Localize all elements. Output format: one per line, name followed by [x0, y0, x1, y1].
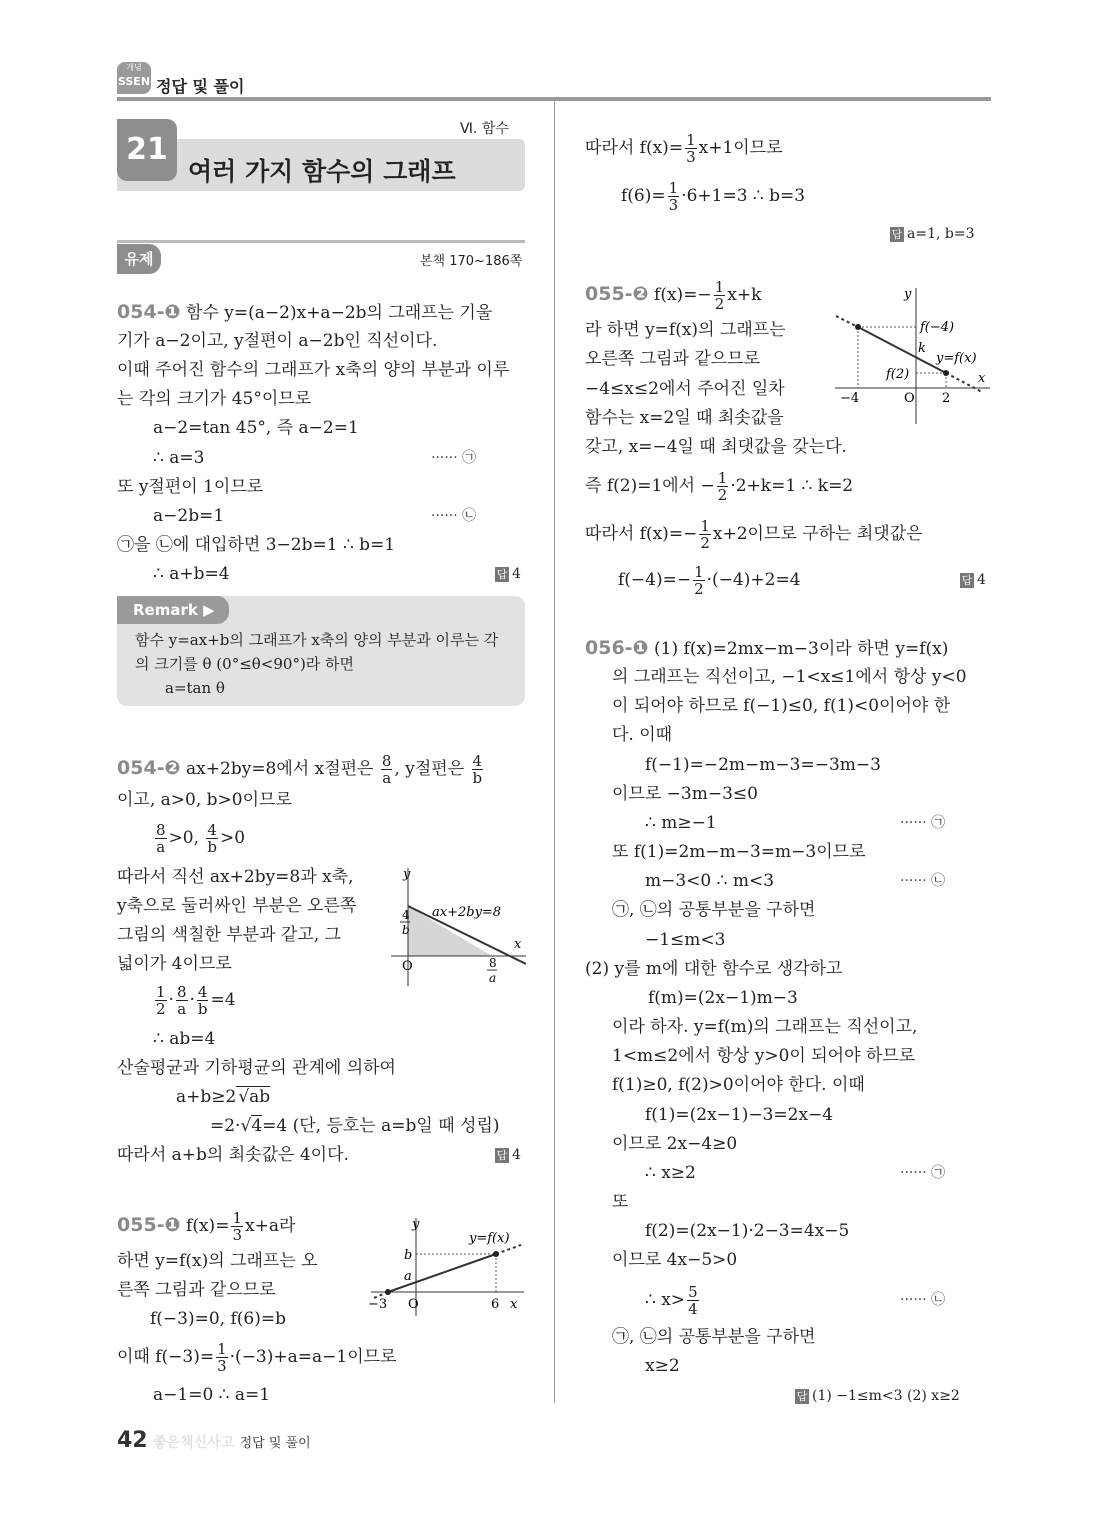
reference-marker: ······ ㉡	[900, 873, 946, 889]
fraction: $\frac{8}{a}$	[381, 752, 392, 787]
answer: 답 4	[496, 566, 521, 582]
equation: x≥2	[645, 1356, 680, 1376]
text-line: 즉 f(2)=1에서 − $\frac{1}{2}$ ·2+k=1 ∴ k=2	[585, 469, 854, 504]
graph-054-2	[386, 862, 531, 990]
text-line: y축으로 둘러싸인 부분은 오른쪽	[117, 896, 357, 916]
equation: a+b≥2 √ab	[176, 1087, 271, 1107]
y-intercept-den: b	[402, 923, 410, 937]
remark-line: a=tan θ	[165, 679, 225, 697]
answer-icon: 답	[891, 227, 903, 241]
text-line: 또 f(1)=2m−m−3=m−3이므로	[612, 842, 866, 862]
answer: 답 a=1, b=3	[891, 226, 975, 242]
problem-055-1: 055-❶ f(x)= $\frac{1}{3}$ x+a라	[117, 1209, 296, 1244]
equation: f(1)=(2x−1)−3=2x−4	[645, 1105, 834, 1125]
text-line: 하면 y=f(x)의 그래프는 오	[117, 1251, 318, 1271]
x-label: x	[514, 937, 522, 952]
equation: −1≤m<3	[645, 930, 726, 950]
text-line: 이때 주어진 함수의 그래프가 x축의 양의 부분과 이루	[117, 360, 510, 380]
text-line: 이므로 2x−4≥0	[612, 1134, 738, 1154]
equation: f(−1)=−2m−m−3=−3m−3	[645, 755, 881, 775]
text-line: 이므로 −3m−3≤0	[612, 784, 758, 804]
equation: f(m)=(2x−1)m−3	[648, 988, 798, 1008]
svg-text:O: O	[904, 391, 915, 406]
equation: f(2)=(2x−1)·2−3=4x−5	[645, 1221, 850, 1241]
equation: f(6)= $\frac{1}{3}$ ·6+1=3 ∴ b=3	[621, 179, 806, 214]
problem-054-2: 054-❷ ax+2by=8에서 x절편은 $\frac{8}{a}$ , y절편은 $\frac{4}{b}$	[117, 752, 483, 787]
text-line: 1<m≤2에서 항상 y>0이 되어야 하므로	[612, 1046, 916, 1066]
answer: 답 4	[961, 572, 986, 588]
equation: ∴ ab=4	[153, 1029, 216, 1049]
text-line: 또	[612, 1192, 629, 1212]
svg-text:f(2): f(2)	[886, 367, 910, 382]
text-line: 따라서 f(x)= $\frac{1}{3}$ x+1이므로	[585, 131, 783, 166]
text-line: 의 그래프는 직선이고, −1<x≤1에서 항상 y<0	[612, 667, 967, 687]
section-pages: 본책 170~186쪽	[420, 254, 523, 269]
problem-054-1: 054-❶ 함수 y=(a−2)x+a−2b의 그래프는 기울	[117, 301, 493, 323]
svg-text:x: x	[510, 1297, 518, 1312]
svg-text:b: b	[404, 1248, 413, 1263]
text-line: 산술평균과 기하평균의 관계에 의하여	[117, 1058, 396, 1078]
line-label: ax+2by=8	[432, 905, 502, 920]
text-line: 따라서 a+b의 최솟값은 4이다.	[117, 1145, 349, 1165]
y-intercept-num: 4	[402, 908, 410, 922]
answer: 답 (1) −1≤m<3 (2) x≥2	[796, 1388, 960, 1404]
equation: $\frac{8}{a}$ >0, $\frac{4}{b}$ >0	[156, 821, 246, 856]
text-line: ㉠, ㉡의 공통부분을 구하면	[612, 900, 816, 920]
equation: ∴ x≥2	[645, 1163, 696, 1183]
text-line: f(1)≥0, f(2)>0이어야 한다. 이때	[612, 1075, 865, 1095]
problem-number: 054-❶	[117, 301, 181, 323]
svg-text:a: a	[404, 1269, 412, 1284]
text-line: 는 각의 크기가 45°이므로	[117, 389, 312, 409]
reference-marker: ······ ㉠	[900, 1165, 946, 1181]
svg-text:−3: −3	[368, 1297, 388, 1312]
svg-text:x: x	[978, 371, 986, 386]
chapter-title: 여러 가지 함수의 그래프	[188, 157, 456, 186]
column-divider	[554, 101, 555, 1403]
reference-marker: ······ ㉠	[900, 815, 946, 831]
section-rule	[117, 240, 525, 243]
footer	[117, 1428, 311, 1453]
problem-number: 055-❶	[117, 1214, 181, 1236]
y-label: y	[403, 867, 411, 882]
equation: f(−3)=0, f(6)=b	[150, 1309, 286, 1329]
remark-line: 함수 y=ax+b의 그래프가 x축의 양의 부분과 이루는 각	[135, 631, 499, 649]
answer-icon: 답	[796, 1389, 808, 1403]
x-intercept-den: a	[489, 971, 497, 985]
equation: ∴ x> $\frac{5}{4}$	[645, 1283, 698, 1318]
logo-top: 개념	[126, 63, 142, 72]
text-line: 기가 a−2이고, y절편이 a−2b인 직선이다.	[117, 331, 438, 351]
text-line: 라 하면 y=f(x)의 그래프는	[585, 320, 786, 340]
x-intercept-num: 8	[489, 956, 497, 970]
problem-056-1: 056-❶ (1) f(x)=2mx−m−3이라 하면 y=f(x)	[585, 637, 949, 659]
text-line: 함수는 x=2일 때 최솟값을	[585, 408, 784, 428]
text-line: (2) y를 m에 대한 함수로 생각하고	[585, 959, 843, 979]
origin-label: O	[402, 959, 413, 974]
reference-marker: ······ ㉡	[900, 1292, 946, 1308]
header-title: 정답 및 풀이	[156, 77, 245, 96]
answer-icon: 답	[496, 1148, 508, 1162]
problem-number: 054-❷	[117, 757, 181, 779]
text-line: 이므로 4x−5>0	[612, 1250, 738, 1270]
equation: f(−4)=− $\frac{1}{2}$ ·(−4)+2=4	[618, 563, 801, 598]
svg-text:O: O	[408, 1297, 419, 1312]
equation: a−1=0 ∴ a=1	[153, 1385, 271, 1405]
text-line: 그림의 색칠한 부분과 같고, 그	[117, 925, 342, 945]
equation: $\frac{1}{2}$ · $\frac{8}{a}$ · $\frac{4}{b}$ =4	[156, 983, 236, 1018]
svg-text:f(−4): f(−4)	[920, 320, 955, 335]
svg-text:y: y	[412, 1217, 420, 1232]
svg-text:2: 2	[942, 391, 951, 406]
equation: ∴ a+b=4	[153, 564, 230, 584]
answer-icon: 답	[961, 573, 973, 587]
logo-bottom: SSEN	[117, 75, 151, 88]
text-line: ㉠을 ㉡에 대입하면 3−2b=1 ∴ b=1	[117, 535, 396, 555]
text-line: ㉠, ㉡의 공통부분을 구하면	[612, 1327, 816, 1347]
header-logo	[117, 62, 151, 94]
text-line: 른쪽 그림과 같으므로	[117, 1280, 276, 1300]
graph-055-2	[832, 282, 994, 428]
text-line: 따라서 직선 ax+2by=8과 x축,	[117, 867, 354, 887]
svg-text:6: 6	[491, 1297, 500, 1312]
graph-055-1	[366, 1212, 531, 1320]
equation: =2·√4=4 (단, 등호는 a=b일 때 성립)	[210, 1116, 500, 1136]
svg-text:y: y	[904, 287, 912, 302]
problem-number: 055-❷	[585, 283, 649, 305]
problem-055-2: 055-❷ f(x)=− $\frac{1}{2}$ x+k	[585, 278, 762, 313]
text-line: 갖고, x=−4일 때 최댓값을 갖는다.	[585, 437, 847, 457]
text-line: 이 되어야 하므로 f(−1)≤0, f(1)<0이어야 한	[612, 696, 951, 716]
svg-text:k: k	[918, 341, 926, 356]
reference-marker: ······ ㉠	[431, 450, 477, 466]
svg-text:−4: −4	[840, 391, 860, 406]
text-line: 오른쪽 그림과 같으므로	[585, 349, 761, 369]
equation: a−2b=1	[153, 506, 225, 526]
text-line: −4≤x≤2에서 주어진 일차	[585, 379, 785, 399]
page-number: 42	[117, 1428, 148, 1453]
reference-marker: ······ ㉡	[431, 508, 477, 524]
text-line: 또 y절편이 1이므로	[117, 477, 264, 497]
section-tag: 유제	[117, 244, 161, 274]
svg-text:y=f(x): y=f(x)	[936, 351, 977, 366]
footer-brand: 좋은책신사고	[153, 1435, 235, 1451]
remark-line: 의 크기를 θ (0°≤θ<90°)라 하면	[135, 655, 355, 673]
equation: ∴ m≥−1	[645, 813, 717, 833]
answer-icon: 답	[496, 567, 508, 581]
chapter-number-box: 21	[117, 119, 177, 181]
text-line: 이때 f(−3)= $\frac{1}{3}$ ·(−3)+a=a−1이므로	[117, 1340, 397, 1375]
text-line: 다. 이때	[612, 725, 673, 745]
text-line: 넓이가 4이므로	[117, 954, 232, 974]
text-line: 이고, a>0, b>0이므로	[117, 790, 292, 810]
text-line: 따라서 f(x)=− $\frac{1}{2}$ x+2이므로 구하는 최댓값은	[585, 517, 923, 552]
remark-label: Remark ▶	[117, 596, 229, 624]
equation: m−3<0 ∴ m<3	[645, 871, 775, 891]
equation: a−2=tan 45°, 즉 a−2=1	[153, 418, 359, 438]
text-line: 이라 하자. y=f(m)의 그래프는 직선이고,	[612, 1017, 918, 1037]
svg-text:y=f(x): y=f(x)	[469, 1231, 510, 1246]
footer-label: 정답 및 풀이	[239, 1436, 311, 1451]
chapter-subject: Ⅵ. 함수	[460, 121, 509, 137]
equation: ∴ a=3	[153, 448, 205, 468]
fraction: $\frac{4}{b}$	[472, 752, 483, 787]
answer: 답 4	[496, 1147, 521, 1163]
problem-number: 056-❶	[585, 637, 649, 659]
